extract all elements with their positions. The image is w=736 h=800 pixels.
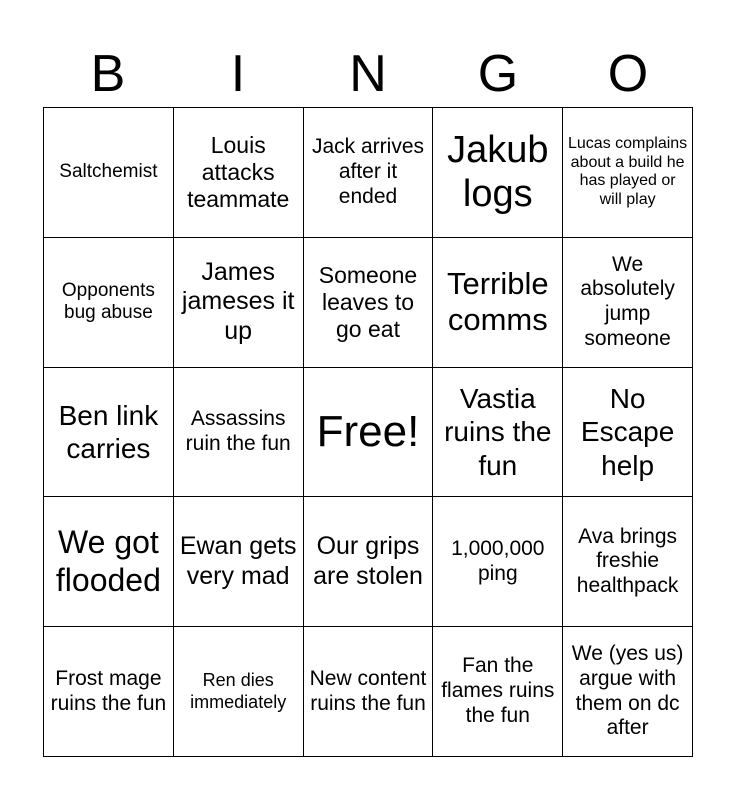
cell-text: We got flooded: [55, 524, 161, 598]
bingo-cell[interactable]: [433, 627, 563, 757]
header-letter-o: O: [607, 45, 649, 103]
cell-text: Ben link carries: [58, 399, 159, 464]
cell-text: Frost mage ruins the fun: [50, 666, 167, 715]
cell-text: We (yes us) argue with them on dc after: [571, 642, 684, 740]
cell-text: Free!: [316, 407, 420, 457]
bingo-cell[interactable]: [174, 238, 304, 368]
cell-text: Jack arrives after it ended: [311, 135, 424, 208]
bingo-cell[interactable]: [563, 108, 693, 238]
cell-text: Ewan gets very mad: [179, 532, 297, 590]
bingo-cell[interactable]: [563, 368, 693, 498]
cell-text: Ren dies immediately: [190, 670, 287, 712]
cell-text: Louis attacks teammate: [187, 131, 290, 212]
cell-text: Opponents bug abuse: [61, 279, 155, 324]
header-letter-n: N: [349, 45, 387, 103]
cell-text: No Escape help: [580, 383, 675, 481]
bingo-cell[interactable]: [174, 497, 304, 627]
bingo-cell[interactable]: [174, 108, 304, 238]
cell-text: 1,000,000 ping: [451, 537, 545, 585]
cell-text: Lucas complains about a build he has played or will play: [568, 134, 688, 209]
cell-text: Our grips are stolen: [313, 532, 423, 590]
cell-text: James jameses it up: [181, 257, 295, 345]
bingo-cell[interactable]: [44, 497, 174, 627]
header-letter-b: B: [90, 45, 126, 103]
cell-text: Ava brings freshie healthpack: [576, 524, 679, 598]
header-letter-i: I: [230, 45, 246, 103]
bingo-cell[interactable]: [44, 238, 174, 368]
bingo-cell[interactable]: [433, 108, 563, 238]
cell-text: We absolutely jump someone: [580, 252, 675, 350]
bingo-cell[interactable]: [304, 238, 434, 368]
cell-text: New content ruins the fun: [309, 666, 427, 715]
bingo-header: [43, 40, 693, 108]
cell-text: Fan the flames ruins the fun: [441, 654, 555, 727]
bingo-cell[interactable]: [433, 497, 563, 627]
bingo-cell[interactable]: [563, 627, 693, 757]
bingo-cell[interactable]: [563, 238, 693, 368]
cell-text: Terrible comms: [446, 265, 549, 338]
bingo-cell[interactable]: [44, 368, 174, 498]
header-letter-g: G: [477, 45, 519, 103]
bingo-cell[interactable]: [304, 108, 434, 238]
cell-text: Someone leaves to go eat: [318, 261, 418, 342]
bingo-cell[interactable]: [433, 238, 563, 368]
bingo-cell[interactable]: [433, 368, 563, 498]
cell-text: Saltchemist: [59, 161, 158, 183]
bingo-grid: [43, 107, 693, 757]
bingo-cell[interactable]: [174, 627, 304, 757]
bingo-cell[interactable]: [304, 627, 434, 757]
cell-text: Jakub logs: [447, 128, 549, 216]
cell-text: Vastia ruins the fun: [444, 383, 552, 481]
cell-text: Assassins ruin the fun: [185, 407, 291, 455]
bingo-cell[interactable]: [563, 497, 693, 627]
bingo-cell[interactable]: [174, 368, 304, 498]
bingo-cell[interactable]: [304, 497, 434, 627]
free-space-cell[interactable]: [304, 368, 434, 498]
bingo-cell[interactable]: [44, 627, 174, 757]
bingo-cell[interactable]: [44, 108, 174, 238]
